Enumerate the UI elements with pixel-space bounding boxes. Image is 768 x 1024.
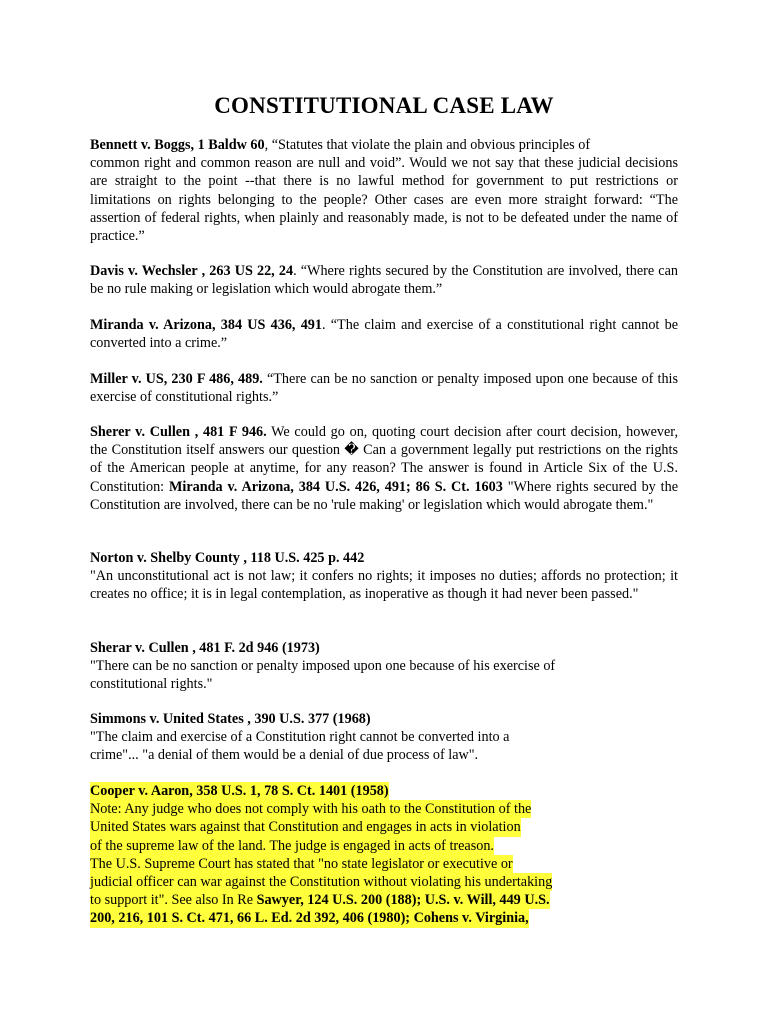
case-bennett	[90, 136, 678, 245]
case-text: “There can be no sanction or penalty imposed upon one because of this exercise of constitutional rights.”	[90, 371, 678, 406]
case-citation: Sherer v. Cullen , 481 F 946.	[90, 424, 267, 440]
case-citation: Sherar v. Cullen , 481 F. 2d 946 (1973)	[90, 640, 320, 656]
case-text: We could go on, quoting court decision after court decision, however, the Constitution itself answers our question � Can a government legally put restrictions on the rights of the American people at anytime, for any reason? The answer is found in Article Six of the U.S. Constitution:	[90, 424, 678, 495]
case-sherar	[90, 639, 678, 694]
case-text: , “Statutes that violate the plain and obvious principles of	[264, 137, 591, 153]
case-citation-secondary: Sawyer, 124 U.S. 200 (188); U.S. v. Will, 449 U.S.	[256, 892, 550, 909]
case-text-line: United States wars against that Constitution and engages in acts in violation	[90, 819, 521, 836]
case-sherer	[90, 423, 678, 514]
page-title: CONSTITUTIONAL CASE LAW	[214, 93, 554, 118]
case-simmons	[90, 710, 678, 765]
case-cooper-highlighted	[90, 782, 678, 928]
case-text: . “Where rights secured by the Constitution are involved, there can be no rule making or legislation which would abrogate them.”	[90, 263, 678, 298]
case-citation: Miller v. US, 230 F 486, 489.	[90, 371, 263, 387]
case-text: "An unconstitutional act is not law; it confers no rights; it imposes no duties; affords no protection; it creates no office; it is in legal contemplation, as inoperative as though it had never been passed."	[90, 568, 678, 603]
case-miller	[90, 370, 678, 406]
case-text-line: "There can be no sanction or penalty imposed upon one because of his exercise of	[90, 658, 556, 675]
case-citation-secondary: 200, 216, 101 S. Ct. 471, 66 L. Ed. 2d 392, 406 (1980); Cohens v. Virginia,	[90, 910, 529, 927]
case-davis	[90, 262, 678, 298]
case-text-line: judicial officer can war against the Constitution without violating his undertaking	[90, 874, 553, 891]
case-text-line: Note: Any judge who does not comply with his oath to the Constitution of the	[90, 801, 532, 818]
case-citation: Norton v. Shelby County , 118 U.S. 425 p. 442	[90, 550, 365, 566]
case-miranda	[90, 316, 678, 352]
case-quote: "Where rights secured by the Constitution are involved, there can be no 'rule making' or legislation which would abrogate them."	[90, 478, 678, 513]
case-citation: Davis v. Wechsler , 263 US 22, 24	[90, 263, 294, 279]
case-citation: Bennett v. Boggs, 1 Baldw 60	[90, 137, 265, 153]
case-norton	[90, 549, 678, 604]
case-citation: Cooper v. Aaron, 358 U.S. 1, 78 S. Ct. 1401 (1958)	[90, 783, 389, 799]
case-text: . “The claim and exercise of a constitutional right cannot be converted into a crime.”	[90, 317, 678, 352]
case-text: common right and common reason are null and void”. Would we not say that these judicial decisions are straight to the point --that there is no lawful method for government to put restrictions or limitations on rights belonging to the people? Other cases are even more straight forward: “The assertion of federal rights, when plainly and reasonably made, is not to be defeated under the name of practice.”	[90, 155, 678, 245]
case-citation: Simmons v. United States , 390 U.S. 377 (1968)	[90, 711, 371, 727]
case-text: to support it". See also In Re	[90, 892, 257, 909]
case-text-line: constitutional rights."	[90, 676, 213, 693]
case-citation-secondary: Miranda v. Arizona, 384 U.S. 426, 491; 86 S. Ct. 1603	[169, 478, 503, 495]
case-text-line: of the supreme law of the land. The judge is engaged in acts of treason.	[90, 837, 494, 854]
case-text-line: crime"... "a denial of them would be a denial of due process of law".	[90, 747, 479, 764]
case-text-line	[90, 891, 550, 909]
case-citation: Miranda v. Arizona, 384 US 436, 491	[90, 317, 322, 333]
case-text-line: "The claim and exercise of a Constitution right cannot be converted into a	[90, 729, 510, 746]
case-text-line: The U.S. Supreme Court has stated that "no state legislator or executive or	[90, 855, 513, 872]
